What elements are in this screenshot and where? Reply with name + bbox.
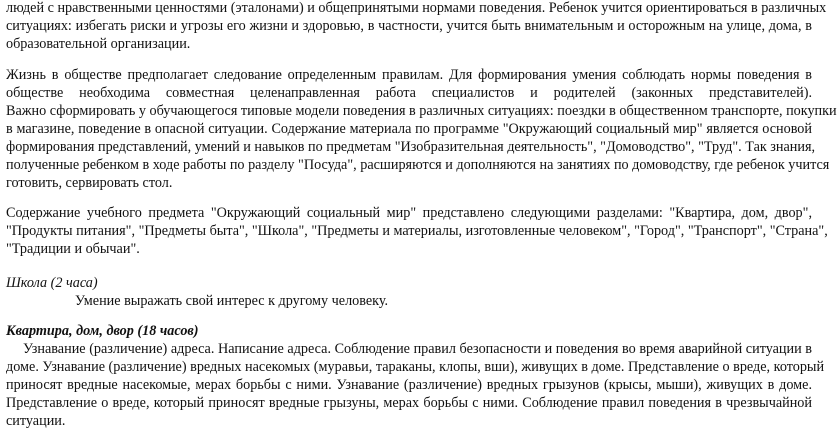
- section-line: доме. Узнавание (различение) вредных насекомых (муравьи, тараканы, клопы, вши), живущих в доме. Представление о вреде, который: [6, 359, 825, 375]
- paragraph-line: "Традиции и обычаи".: [6, 241, 140, 257]
- paragraph-line: Жизнь в обществе предполагает следование определенным правилам. Для формирования умения соблюдать нормы поведения в: [6, 67, 812, 83]
- paragraph-line: Содержание учебного предмета "Окружающий социальный мир" представлено следующими разделами: "Квартира, дом, двор",: [6, 205, 812, 221]
- section-line: приносят вредные насекомые, мерах борьбы с ними. Узнавание (различение) вредных грызунов (крысы, мыши), живущих в доме.: [6, 377, 812, 393]
- paragraph-line: образовательной организации.: [6, 36, 191, 52]
- section-line: ситуации.: [6, 413, 66, 429]
- paragraph-line: полученные ребенком в ходе работы по разделу "Посуда", расширяются и дополняются на занятиях по домоводству, где ребенок учится: [6, 157, 830, 173]
- section-line: Умение выражать свой интерес к другому человеку.: [75, 293, 389, 309]
- paragraph-line: обществе необходима совместная целенаправленная работа специалистов и родителей (законных представителей).: [6, 85, 812, 101]
- section-line: Представление о вреде, который приносят вредные грызуны, мерах борьбы с ними. Соблюдение правил поведения в чрезвычайной: [6, 395, 812, 411]
- paragraph-line: "Продукты питания", "Предметы быта", "Школа", "Предметы и материалы, изготовленные человеком", "Город", "Транспорт", "Страна",: [6, 223, 828, 239]
- section-heading: Школа (2 часа): [6, 275, 98, 291]
- section-heading: Квартира, дом, двор (18 часов): [6, 323, 199, 339]
- paragraph-line: ситуациях: избегать риски и угрозы его жизни и здоровью, в частности, учится быть внимательным и осторожным на улице, дома, в: [6, 18, 812, 34]
- paragraph-line: Важно сформировать у обучающегося типовые модели поведения в различных ситуациях: поездки в общественном транспорте, покупки: [6, 103, 837, 119]
- paragraph-line: готовить, сервировать стол.: [6, 175, 173, 191]
- paragraph-line: формирования представлений, умений и навыков по предметам "Изобразительная деятельность", "Домоводство", "Труд". Так знания,: [6, 139, 816, 155]
- section-line: Узнавание (различение) адреса. Написание адреса. Соблюдение правил безопасности и поведения во время аварийной ситуации в: [23, 341, 812, 357]
- paragraph-line: людей с нравственными ценностями (эталонами) и общепринятыми нормами поведения. Ребенок учится ориентироваться в различных: [6, 0, 827, 16]
- paragraph-line: в магазине, поведение в опасной ситуации. Содержание материала по программе "Окружающий социальный мир" является основой: [6, 121, 812, 137]
